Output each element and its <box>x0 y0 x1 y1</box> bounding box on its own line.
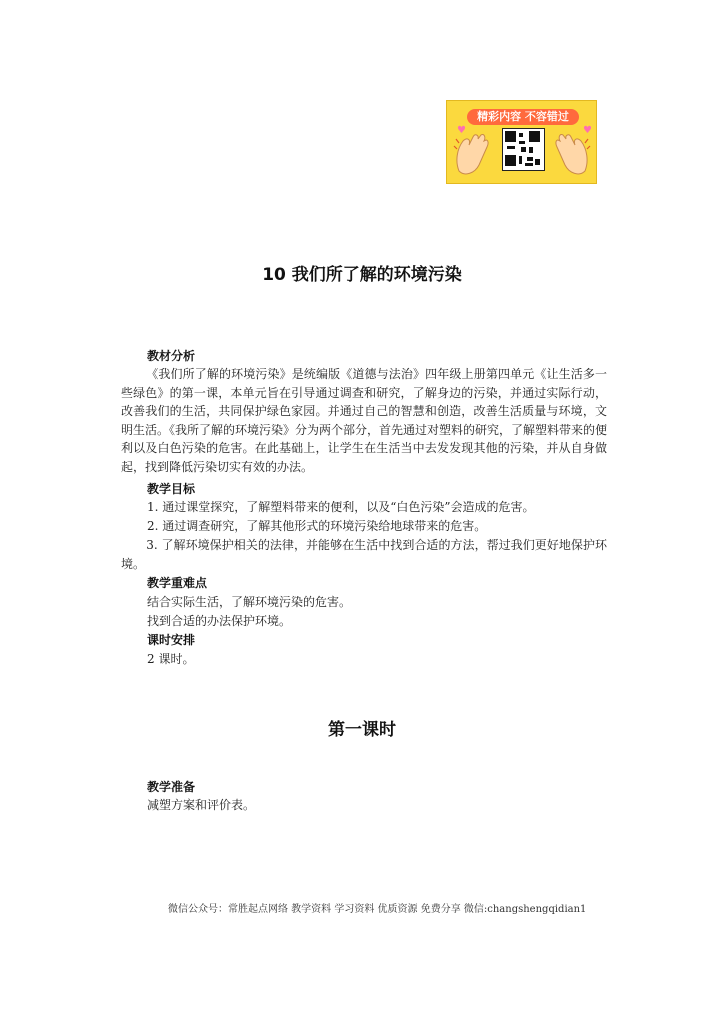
section-heading-preparation: 教学准备 <box>147 780 196 794</box>
page-title: 10 我们所了解的环境污染 <box>262 265 462 285</box>
footer-note: 微信公众号：常胜起点网络 教学资料 学习资料 优质资源 免费分享 微信:changshengqidian1 <box>168 904 587 915</box>
lesson-title: 第一课时 <box>328 720 396 740</box>
analysis-paragraph: 《我们所了解的环境污染》是统编版《道德与法治》四年级上册第四单元《让生活多一些绿色》的第一课，本单元旨在引导通过调查和研究，了解身边的污染，并通过实际行动，改善我们的生活，共同保护绿色家园。并通过自己的智慧和创造，改善生活质量与环境，文明生活。《我所了解的环境污染》分为两个部分，首先通过对塑料的研究，了解塑料带来的便利以及白色污染的危害。在此基础上，让学生在生活当中去发发现其他的污染，并从自身做起，找到降低污染切实有效的办法。 <box>121 367 608 474</box>
goal-item: 1. 通过课堂探究，了解塑料带来的便利，以及“白色污染”会造成的危害。 <box>147 500 535 514</box>
clapping-hands-icon <box>555 131 591 175</box>
promo-banner[interactable] <box>446 100 597 184</box>
key-point-line: 结合实际生活，了解环境污染的危害。 <box>147 595 352 609</box>
clapping-hands-icon <box>453 131 489 175</box>
section-heading-key-points: 教学重难点 <box>147 576 208 590</box>
goal-item: 3. 了解环境保护相关的法律，并能够在生活中找到合适的方法，帮过我们更好地保护环境。 <box>121 538 607 571</box>
schedule-text: 2 课时。 <box>147 652 195 666</box>
heart-icon: ♥ <box>457 125 466 136</box>
preparation-text: 减塑方案和评价表。 <box>147 798 256 812</box>
section-heading-schedule: 课时安排 <box>147 633 196 647</box>
banner-text: 精彩内容 不容错过 <box>467 109 579 125</box>
heart-icon: ♥ <box>583 125 592 136</box>
section-heading-analysis: 教材分析 <box>147 349 196 363</box>
qr-code[interactable] <box>502 128 545 171</box>
goal-item: 2. 通过调查研究，了解其他形式的环境污染给地球带来的危害。 <box>147 519 487 533</box>
key-point-line: 找到合适的办法保护环境。 <box>147 614 292 628</box>
section-heading-goals: 教学目标 <box>147 482 196 496</box>
